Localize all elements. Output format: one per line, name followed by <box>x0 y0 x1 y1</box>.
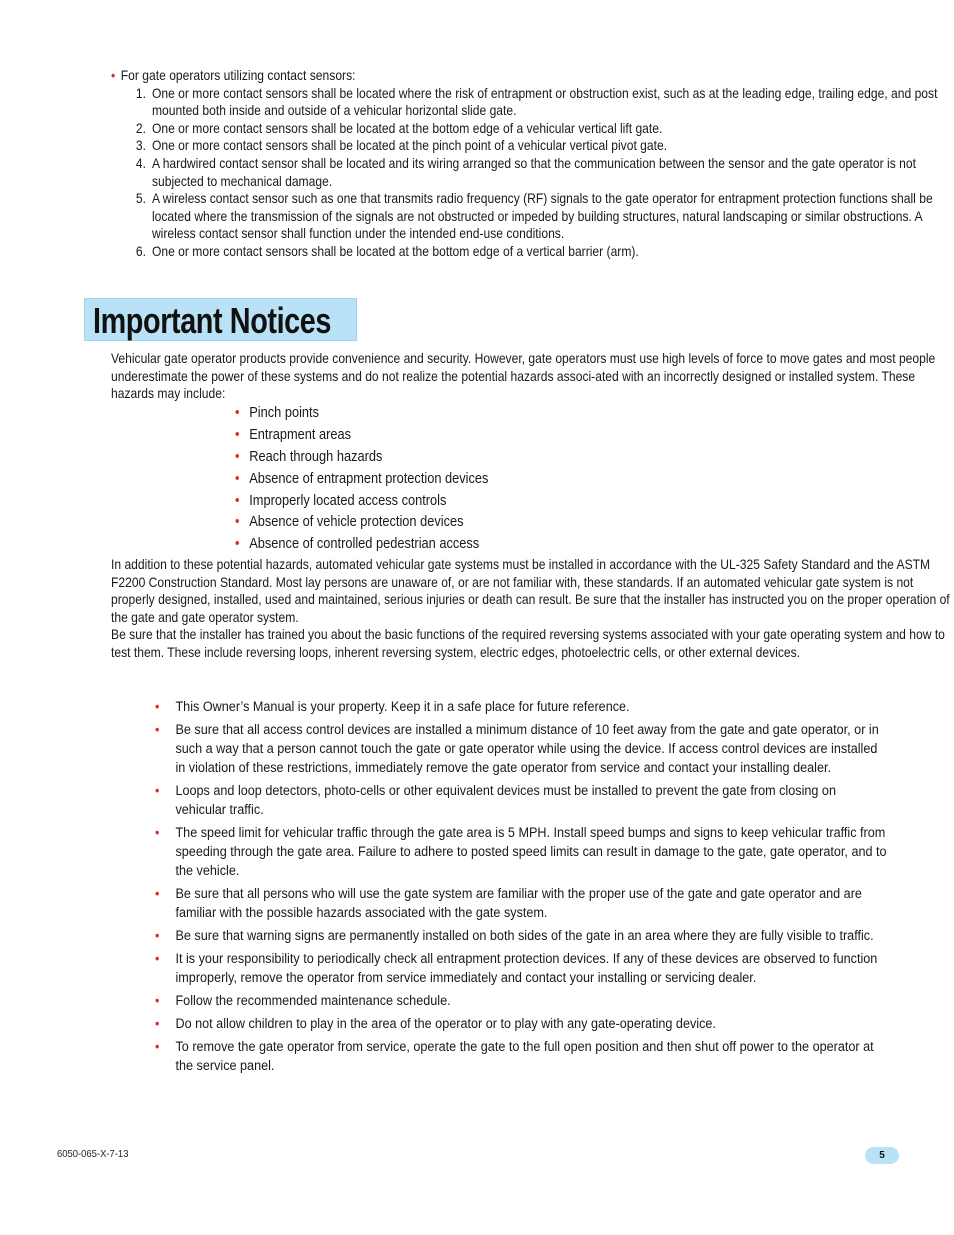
item-number: 5. <box>135 191 147 207</box>
notice-text: To remove the gate operator from service, operate the gate to the full open position and then shut off power to the operator at the service panel. <box>175 1039 874 1074</box>
bullet-dot: • <box>155 825 160 841</box>
item-text: One or more contact sensors shall be located at the bottom edge of a vertical barrier (arm). <box>151 243 639 259</box>
contact-sensor-lead-text: For gate operators utilizing contact sensors: <box>120 68 356 83</box>
standards-paragraph: In addition to these potential hazards, automated vehicular gate systems must be installed in accordance with the UL-325 Safety Standard and the ASTM F2200 Construction Standard. Most lay persons are unaware of, or are not familiar with, these standards. If an automated vehicular gate system is not properly designed, installed, used and maintained, serious injuries or death can result. Be sure that the installer has instructed you on the proper operation of the gate and gate operator system. <box>111 557 950 625</box>
list-item <box>155 698 887 717</box>
bullet-dot: • <box>155 699 160 715</box>
contact-sensor-list <box>111 85 954 261</box>
list-item <box>155 1015 887 1034</box>
bullet-dot: • <box>235 448 240 465</box>
list-item <box>155 885 887 923</box>
bullet-dot: • <box>155 722 160 738</box>
hazard-list <box>235 405 520 558</box>
notice-text: Be sure that all persons who will use the gate system are familiar with the proper use of the gate and gate operator and are familiar with the possible hazards associated with the gate system. <box>175 886 862 921</box>
hazard-text: Improperly located access controls <box>249 492 447 509</box>
section-title: Important Notices <box>93 300 332 341</box>
list-item <box>155 1038 887 1076</box>
list-item <box>235 514 488 536</box>
list-item <box>155 992 887 1011</box>
hazard-text: Absence of vehicle protection devices <box>249 514 464 531</box>
hazard-text: Absence of controlled pedestrian access <box>249 536 480 553</box>
bullet-dot: • <box>235 470 240 487</box>
training-paragraph: Be sure that the installer has trained you about the basic functions of the required reversing systems associated with your gate operating system and how to test them. These include reversing loops, inherent reversing system, electric edges, photoelectric cells, or other external devices. <box>111 627 945 660</box>
bullet-dot: • <box>155 783 160 799</box>
list-item <box>235 449 488 471</box>
list-item <box>235 536 488 558</box>
list-item <box>135 243 954 261</box>
notice-text: This Owner’s Manual is your property. Keep it in a safe place for future reference. <box>175 699 630 715</box>
notice-text: The speed limit for vehicular traffic through the gate area is 5 MPH. Install speed bumps and signs to keep vehicular traffic from speeding through the gate area. Failure to adhere to posted speed limits can result in damage to the gate, gate operator, and to the vehicle. <box>175 825 887 879</box>
list-item <box>135 137 954 155</box>
list-item <box>235 493 488 515</box>
bullet-dot: • <box>155 993 160 1009</box>
section-heading-box <box>84 298 357 341</box>
bullet-dot: • <box>155 1016 160 1032</box>
hazard-text: Absence of entrapment protection devices <box>249 470 489 487</box>
list-item <box>155 721 887 778</box>
contact-sensor-requirements <box>111 67 954 261</box>
bullet-dot: • <box>155 951 160 967</box>
document-code: 6050-065-X-7-13 <box>57 1148 129 1160</box>
bullet-dot: • <box>235 405 240 421</box>
standards-paragraphs <box>111 556 953 662</box>
list-item <box>235 405 488 427</box>
bullet-dot: • <box>235 514 240 531</box>
notice-text: Follow the recommended maintenance schedule. <box>175 993 451 1009</box>
bullet-dot: • <box>155 928 160 944</box>
item-number: 1. <box>135 85 147 101</box>
list-item <box>135 155 954 190</box>
item-text: One or more contact sensors shall be located at the bottom edge of a vehicular vertical lift gate. <box>151 120 663 136</box>
notice-text: Do not allow children to play in the area of the operator or to play with any gate-operating device. <box>175 1016 716 1032</box>
bullet-dot: • <box>155 1039 160 1055</box>
intro-paragraph <box>111 350 953 403</box>
list-item <box>155 782 887 820</box>
bullet-dot: • <box>235 492 240 509</box>
item-number: 4. <box>135 155 147 171</box>
notice-list <box>155 698 954 1080</box>
list-item <box>155 927 887 946</box>
list-item <box>235 471 488 493</box>
hazard-text: Reach through hazards <box>249 448 383 465</box>
item-number: 3. <box>135 138 147 154</box>
intro-text: Vehicular gate operator products provide convenience and security. However, gate operators must use high levels of force to move gates and most people underestimate the power of these systems and do not realize the potential hazards associ-ated with an incorrectly designed or installed system. These hazards may include: <box>111 351 936 402</box>
bullet-dot: • <box>111 68 116 83</box>
hazard-text: Pinch points <box>249 405 320 421</box>
list-item <box>135 190 954 243</box>
item-text: One or more contact sensors shall be located at the pinch point of a vehicular vertical pivot gate. <box>151 138 668 154</box>
list-item <box>135 120 954 138</box>
page-number-badge: 5 <box>865 1147 899 1164</box>
hazard-text: Entrapment areas <box>249 426 352 443</box>
item-number: 2. <box>135 120 147 136</box>
list-item <box>155 824 887 881</box>
bullet-dot: • <box>235 426 240 443</box>
item-number: 6. <box>135 243 147 259</box>
item-text: A wireless contact sensor such as one that transmits radio frequency (RF) signals to the gate operator for entrapment protection functions shall be located where the transmission of the signals are not obstructed or impeded by building structures, natural landscaping or similar obstructions. A wireless contact sensor shall function under the intended end-use conditions. <box>151 191 933 242</box>
item-text: A hardwired contact sensor shall be located and its wiring arranged so that the communication between the sensor and the gate operator is not subjected to mechanical damage. <box>151 155 916 189</box>
notice-text: Be sure that all access control devices are installed a minimum distance of 10 feet away from the gate and gate operator, or in such a way that a person cannot touch the gate or gate operator while using the device. If access control devices are installed in violation of these restrictions, immediately remove the gate operator from service and contact your installing dealer. <box>175 722 879 776</box>
list-item <box>155 950 887 988</box>
notice-text: It is your responsibility to periodically check all entrapment protection devices. If any of these devices are observed to function improperly, remove the operator from service immediately and contact your installing or servicing dealer. <box>175 951 878 986</box>
bullet-dot: • <box>155 886 160 902</box>
bullet-dot: • <box>235 536 240 553</box>
list-item <box>235 427 488 449</box>
item-text: One or more contact sensors shall be located where the risk of entrapment or obstruction exist, such as at the leading edge, trailing edge, and post mounted both inside and outside of a vehicular horizontal slide gate. <box>151 85 938 119</box>
notice-text: Be sure that warning signs are permanently installed on both sides of the gate in an area where they are fully visible to traffic. <box>175 928 874 944</box>
list-item <box>135 85 954 120</box>
notice-text: Loops and loop detectors, photo-cells or other equivalent devices must be installed to prevent the gate from closing on vehicular traffic. <box>175 783 836 818</box>
contact-sensor-lead-bullet <box>111 67 954 85</box>
